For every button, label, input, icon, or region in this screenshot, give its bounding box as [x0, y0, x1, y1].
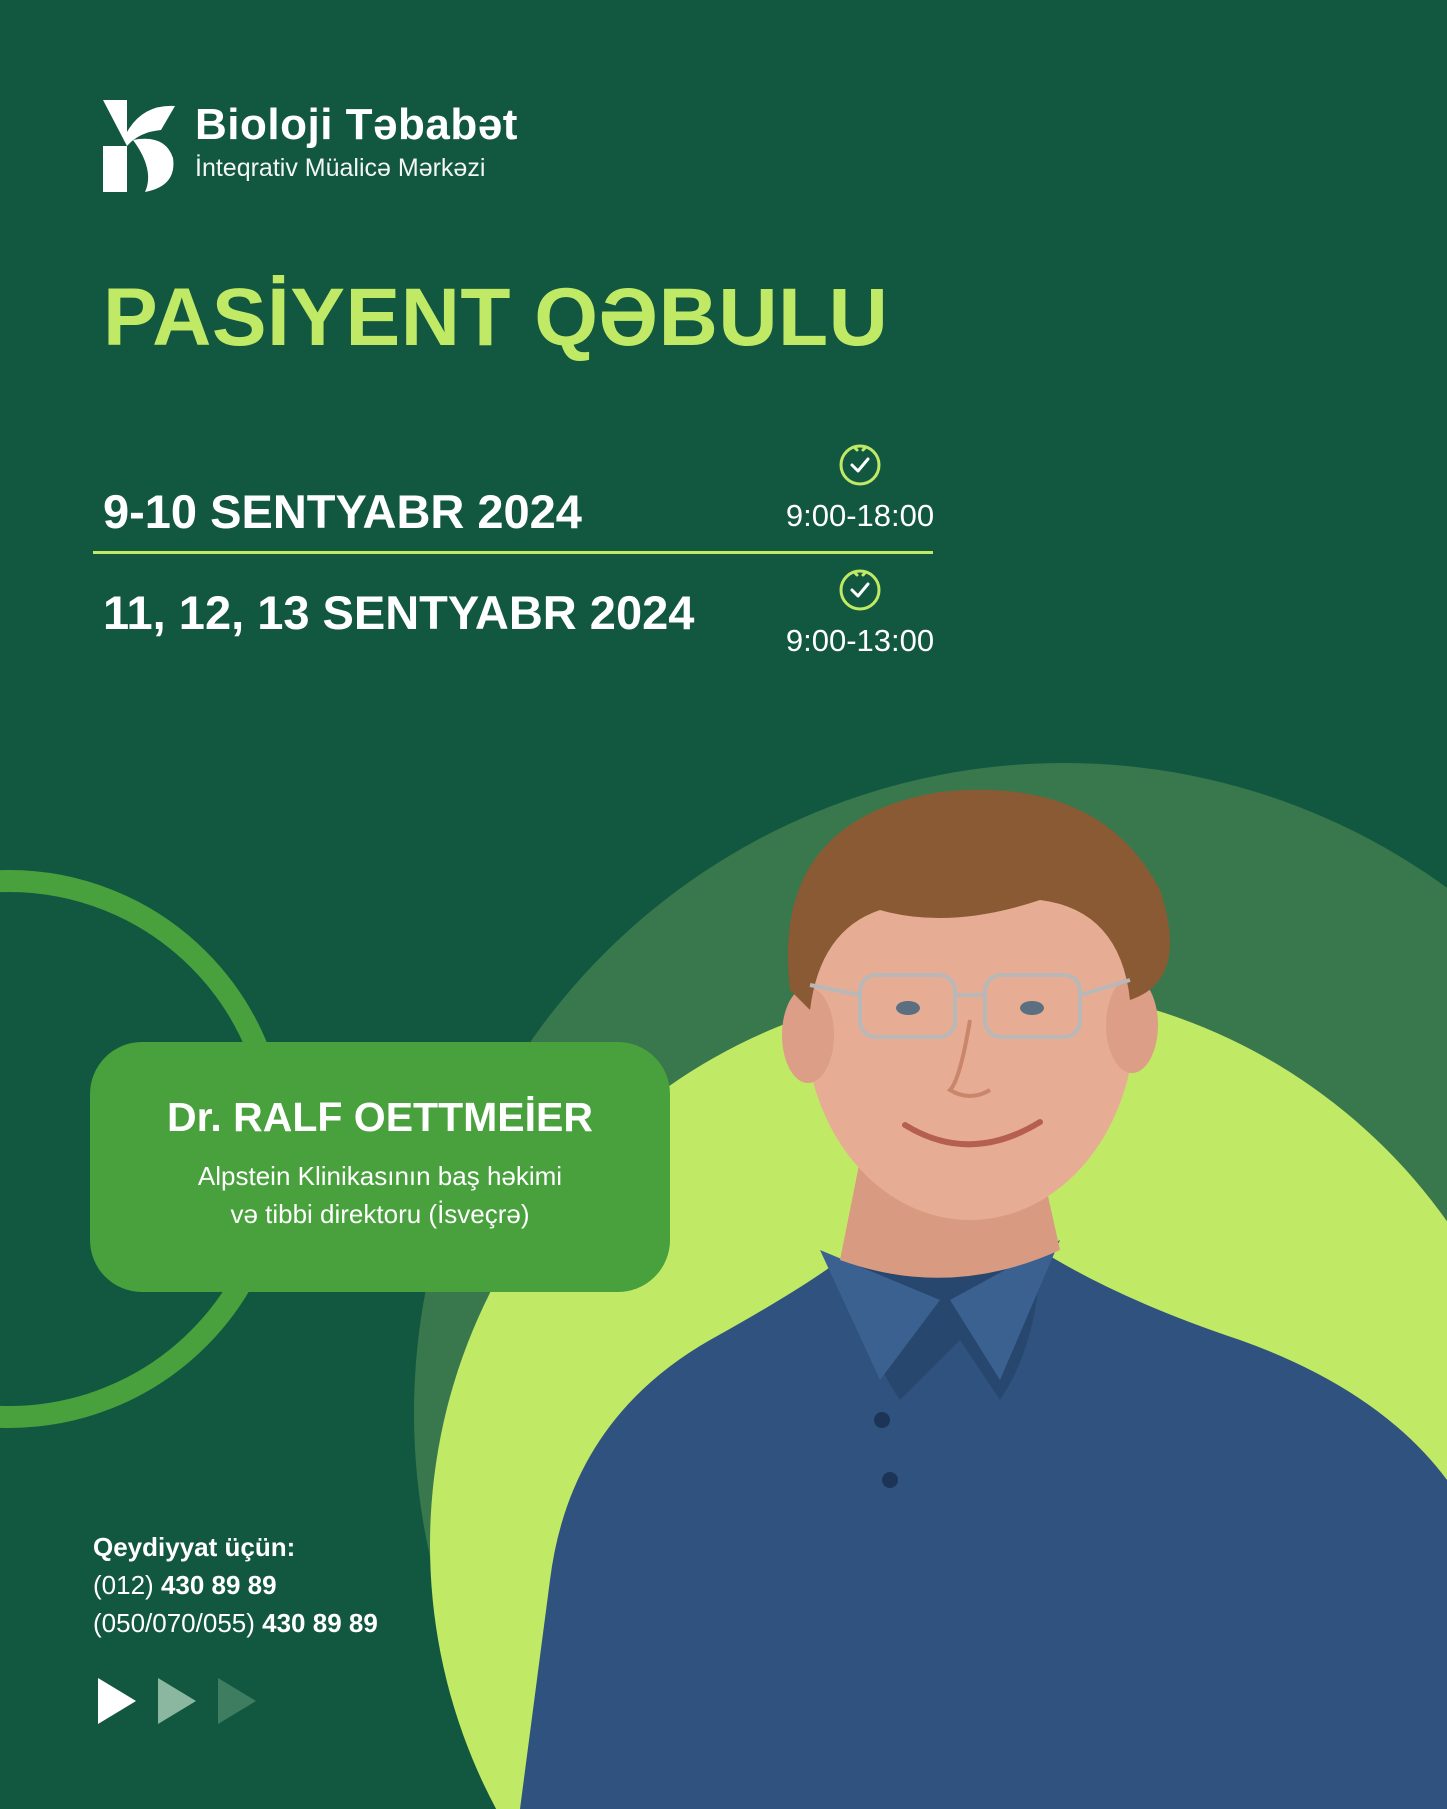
headline: PASİYENT QƏBULU: [103, 272, 889, 363]
brand-name: Bioloji Təbabət: [195, 100, 518, 149]
schedule-hours-1: 9:00-18:00: [785, 498, 935, 533]
play-arrow-icon: [158, 1678, 196, 1724]
contact-label: Qeydiyyat üçün:: [93, 1532, 296, 1562]
contact-phone-1[interactable]: [93, 1566, 378, 1604]
contact-info: [93, 1528, 378, 1642]
schedule-dates-1: 9-10 SENTYABR 2024: [103, 485, 582, 538]
contact-phone-2[interactable]: [93, 1604, 378, 1642]
schedule-time-2: [765, 567, 955, 659]
arrow-decoration: [98, 1678, 256, 1724]
contact-phone-1-prefix: (012): [93, 1570, 154, 1600]
schedule-time-1: [765, 442, 955, 534]
contact-phone-2-prefix: (050/070/055): [93, 1608, 255, 1638]
contact-phone-1-number: 430 89 89: [160, 1570, 277, 1600]
doctor-role-line-2: və tibbi direktoru (İsveçrə): [230, 1199, 530, 1229]
schedule-divider: [93, 551, 933, 554]
schedule-hours-2: 9:00-13:00: [785, 623, 935, 658]
doctor-role: [90, 1157, 670, 1233]
contact-phone-2-number: 430 89 89: [262, 1608, 378, 1638]
play-arrow-icon: [98, 1678, 136, 1724]
doctor-photo: [520, 780, 1447, 1809]
brand-logo-mark-icon: [103, 100, 179, 192]
doctor-card: [90, 1042, 670, 1292]
brand-logo: [103, 100, 518, 192]
doctor-role-line-1: Alpstein Klinikasının baş həkimi: [197, 1161, 563, 1191]
clock-icon: [837, 567, 883, 613]
brand-subtitle: İnteqrativ Müalicə Mərkəzi: [195, 154, 486, 182]
brand-text: [195, 100, 518, 183]
schedule-dates-2: 11, 12, 13 SENTYABR 2024: [103, 586, 695, 639]
clock-icon: [837, 442, 883, 488]
doctor-name: Dr. RALF OETTMEİER: [167, 1094, 593, 1140]
play-arrow-icon: [218, 1678, 256, 1724]
